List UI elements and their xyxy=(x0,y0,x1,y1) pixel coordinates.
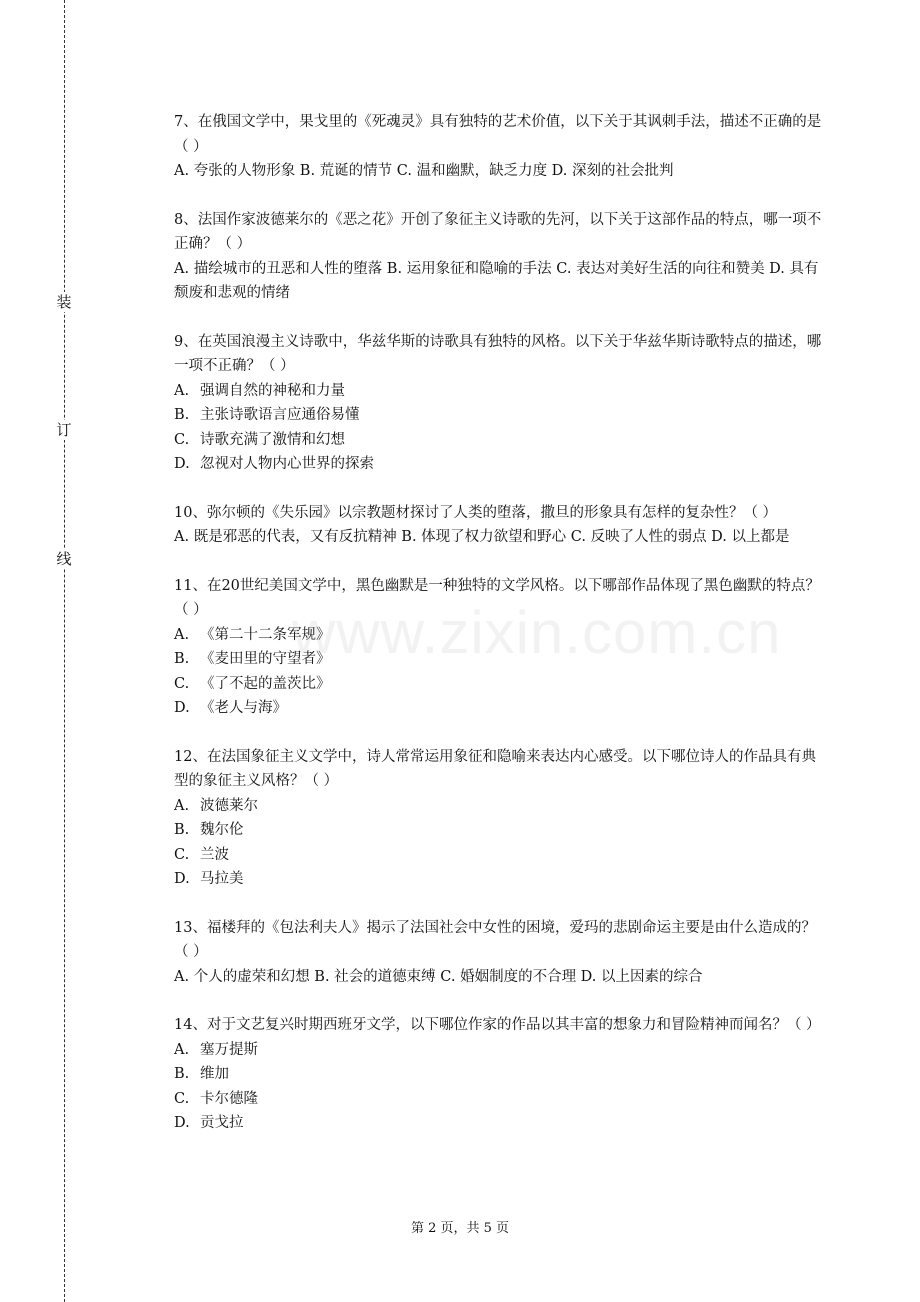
option-a xyxy=(174,379,822,404)
option-text: 兰波 xyxy=(200,846,229,863)
option-text: 塞万提斯 xyxy=(200,1041,258,1058)
question-8 xyxy=(174,208,822,306)
question-stem: 12、在法国象征主义文学中，诗人常常运用象征和隐喻来表达内心感受。以下哪位诗人的作品具有典型的象征主义风格？（ ） xyxy=(174,748,816,789)
question-stem: 13、福楼拜的《包法利夫人》揭示了法国社会中女性的困境，爱玛的悲剧命运主要是由什么造成的？（ ） xyxy=(174,919,816,960)
option-d xyxy=(174,452,822,477)
page-footer: 第 2 页，共 5 页 xyxy=(410,1221,510,1236)
question-stem: 10、弥尔顿的《失乐园》以宗教题材探讨了人类的堕落，撒旦的形象具有怎样的复杂性？（ ） xyxy=(174,504,778,521)
option-text: 维加 xyxy=(200,1066,229,1082)
option-text: 《老人与海》 xyxy=(200,700,287,716)
option-b xyxy=(174,1062,822,1087)
watermark: www.zixin.com.cn xyxy=(292,599,782,666)
question-options: A. 描绘城市的丑恶和人性的堕落 B. 运用象征和隐喻的手法 C. 表达对美好生活的向往和赞美 D. 具有颓废和悲观的情绪 xyxy=(174,260,819,301)
question-options: A. 既是邪恶的代表，又有反抗精神 B. 体现了权力欲望和野心 C. 反映了人性的弱点 D. 以上都是 xyxy=(174,529,790,545)
question-options: A. 夸张的人物形象 B. 荒诞的情节 C. 温和幽默，缺乏力度 D. 深刻的社会批判 xyxy=(174,163,674,179)
option-text: 魏尔伦 xyxy=(200,822,244,838)
option-text: 《了不起的盖茨比》 xyxy=(200,675,331,692)
option-c xyxy=(174,1087,822,1112)
option-letter: D. xyxy=(174,700,190,716)
option-d xyxy=(174,867,822,892)
question-stem: 11、在20世纪美国文学中，黑色幽默是一种独特的文学风格。以下哪部作品体现了黑色幽默的特点？（ ） xyxy=(174,577,820,618)
option-b xyxy=(174,403,822,428)
option-letter: D. xyxy=(174,1115,190,1131)
option-d xyxy=(174,1111,822,1136)
option-d xyxy=(174,696,822,721)
option-b xyxy=(174,647,822,672)
binding-char-ding: 订 xyxy=(54,420,74,440)
option-c xyxy=(174,428,822,453)
option-letter: A. xyxy=(174,382,190,399)
option-letter: A. xyxy=(174,1041,190,1058)
option-text: 马拉美 xyxy=(200,871,244,887)
binding-dashed-line xyxy=(64,0,65,1302)
question-options: A. 个人的虚荣和幻想 B. 社会的道德束缚 C. 婚姻制度的不合理 D. 以上因素的综合 xyxy=(174,968,703,985)
option-text: 卡尔德隆 xyxy=(200,1090,258,1107)
option-text: 忽视对人物内心世界的探索 xyxy=(200,456,374,472)
question-stem: 14、对于文艺复兴时期西班牙文学，以下哪位作家的作品以其丰富的想象力和冒险精神而闻名？（ ） xyxy=(174,1017,821,1033)
option-letter: D. xyxy=(174,871,190,887)
option-letter: A. xyxy=(174,797,190,814)
question-list xyxy=(174,110,822,1160)
question-7 xyxy=(174,110,822,184)
option-text: 《麦田里的守望者》 xyxy=(200,651,331,667)
option-letter: B. xyxy=(174,651,190,667)
option-b xyxy=(174,818,822,843)
option-letter: C. xyxy=(174,846,190,863)
option-text: 强调自然的神秘和力量 xyxy=(200,382,345,399)
question-stem: 7、在俄国文学中，果戈里的《死魂灵》具有独特的艺术价值，以下关于其讽刺手法，描述不正确的是（ ） xyxy=(174,114,822,155)
option-text: 贡戈拉 xyxy=(200,1115,244,1131)
question-9 xyxy=(174,330,822,477)
question-12 xyxy=(174,745,822,892)
option-letter: D. xyxy=(174,456,190,472)
question-stem: 9、在英国浪漫主义诗歌中，华兹华斯的诗歌具有独特的风格。以下关于华兹华斯诗歌特点的描述，哪一项不正确？（ ） xyxy=(174,333,822,374)
option-letter: C. xyxy=(174,675,190,692)
option-c xyxy=(174,843,822,868)
question-14 xyxy=(174,1013,822,1136)
option-letter: B. xyxy=(174,1066,190,1082)
option-text: 主张诗歌语言应通俗易懂 xyxy=(200,407,360,423)
option-text: 波德莱尔 xyxy=(200,797,258,814)
question-11 xyxy=(174,574,822,721)
option-text: 《第二十二条军规》 xyxy=(200,626,331,643)
option-letter: B. xyxy=(174,822,190,838)
option-c xyxy=(174,672,822,697)
option-a xyxy=(174,794,822,819)
binding-char-zhuang: 装 xyxy=(54,292,74,312)
option-letter: A. xyxy=(174,626,190,643)
option-letter: C. xyxy=(174,1090,190,1107)
binding-char-xian: 线 xyxy=(54,549,74,569)
question-13 xyxy=(174,916,822,990)
option-a xyxy=(174,623,822,648)
option-a xyxy=(174,1038,822,1063)
question-10 xyxy=(174,501,822,550)
question-stem: 8、法国作家波德莱尔的《恶之花》开创了象征主义诗歌的先河，以下关于这部作品的特点，哪一项不正确？（ ） xyxy=(174,211,822,252)
option-letter: C. xyxy=(174,431,190,448)
option-text: 诗歌充满了激情和幻想 xyxy=(200,431,345,448)
option-letter: B. xyxy=(174,407,190,423)
